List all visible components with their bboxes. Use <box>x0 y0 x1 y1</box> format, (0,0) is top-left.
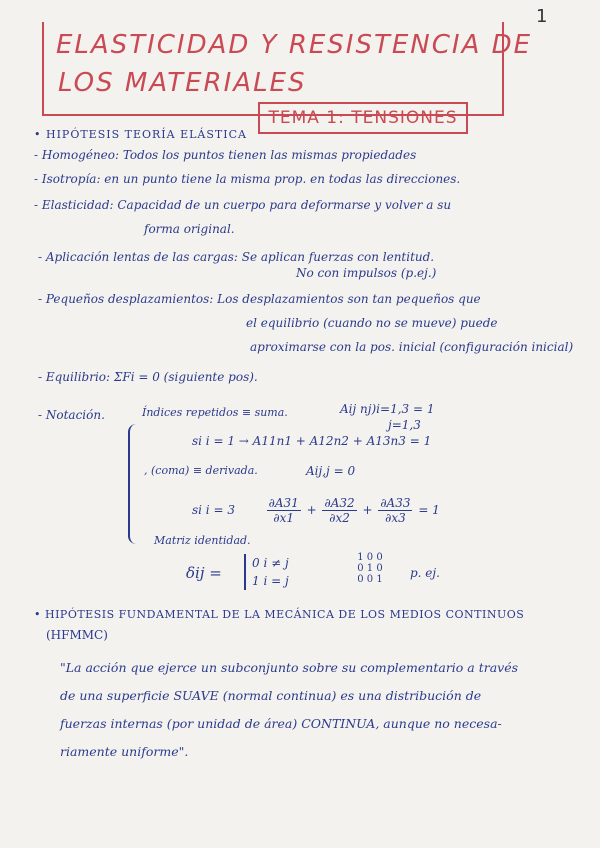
line-pequenos-cont1: el equilibrio (cuando no se mueve) puede <box>246 316 498 330</box>
quote-line4: riamente uniforme". <box>60 744 189 759</box>
formula-aij-nj: Aij nj)i=1,3 = 1 <box>340 402 435 416</box>
line-elasticidad-cont: forma original. <box>144 222 235 236</box>
delta-ij: δij = <box>186 564 222 582</box>
fraction-da32-dx2: $\frac{\partial A32}{\partial x2}$ <box>324 496 355 525</box>
quote-line1: "La acción que ejerce un subconjunto sobre su complementario a través <box>60 660 519 675</box>
line-pequenos-desplazamientos: - Pequeños desplazamientos: Los desplazamientos son tan pequeños que <box>38 292 481 306</box>
formula-si-i-3-label: si i = 3 <box>192 503 235 517</box>
page-title-line1: ELASTICIDAD Y RESISTENCIA DE <box>56 30 533 60</box>
quote-line3: fuerzas internas (por unidad de área) CONTINUA, aunque no necesa- <box>60 716 502 731</box>
heading-hipotesis-elastica: • HIPÓTESIS TEORÍA ELÁSTICA <box>34 128 247 141</box>
fraction-da33-dx3: $\frac{\partial A33}{\partial x3}$ <box>380 496 411 525</box>
quote-line2: de una superficie SUAVE (normal continua) es una distribución de <box>60 688 482 703</box>
line-aplicacion-cont: No con impulsos (p.ej.) <box>296 266 437 280</box>
line-pequenos-cont2: aproximarse con la pos. inicial (configuración inicial) <box>250 340 574 354</box>
line-aplicacion-cargas: - Aplicación lentas de las cargas: Se aplican fuerzas con lentitud. <box>38 250 435 264</box>
line-indices-repetidos: Índices repetidos ≡ suma. <box>142 406 288 419</box>
matrix-example-label: p. ej. <box>410 566 440 580</box>
heading-hfmmc: (HFMMC) <box>46 628 108 642</box>
line-homogeneo: - Homogéneo: Todos los puntos tienen las mismas propiedades <box>34 148 417 162</box>
line-equilibrio: - Equilibrio: ΣFi = 0 (siguiente pos). <box>38 370 258 384</box>
delta-cases: 0 i ≠ j 1 i = j <box>244 554 289 590</box>
tema-heading: TEMA 1: TENSIONES <box>258 102 468 134</box>
line-notacion: - Notación. <box>38 408 105 422</box>
page-number: 1 <box>536 6 548 27</box>
page-title-line2: LOS MATERIALES <box>58 68 307 98</box>
identity-matrix: 1 0 0 0 1 0 0 0 1 <box>357 552 383 585</box>
formula-si-i-1: si i = 1 → A11n1 + A12n2 + A13n3 = 1 <box>192 434 432 448</box>
formula-aij-j: Aij,j = 0 <box>306 464 356 478</box>
line-coma-derivada: , (coma) ≡ derivada. <box>144 464 258 477</box>
fraction-da31-dx1: $\frac{\partial A31}{\partial x1}$ <box>268 496 299 525</box>
line-isotropia: - Isotropía: en un punto tiene la misma prop. en todas las direcciones. <box>34 172 461 186</box>
line-matriz-identidad: Matriz identidad. <box>154 534 251 547</box>
line-elasticidad: - Elasticidad: Capacidad de un cuerpo para deformarse y volver a su <box>34 198 452 212</box>
formula-aij-nj-subindex: j=1,3 <box>388 418 421 432</box>
formula-si-i-3: si i = 3 $\frac{\partial A31}{\partial x1}$ + $\frac{\partial A32}{\partial x2}$ + $\frac{\partial A33}{\partial x3}$ = 1 <box>192 496 440 525</box>
heading-hipotesis-fundamental: • HIPÓTESIS FUNDAMENTAL DE LA MECÁNICA DE LOS MEDIOS CONTINUOS <box>34 608 525 621</box>
notacion-brace <box>128 424 140 544</box>
